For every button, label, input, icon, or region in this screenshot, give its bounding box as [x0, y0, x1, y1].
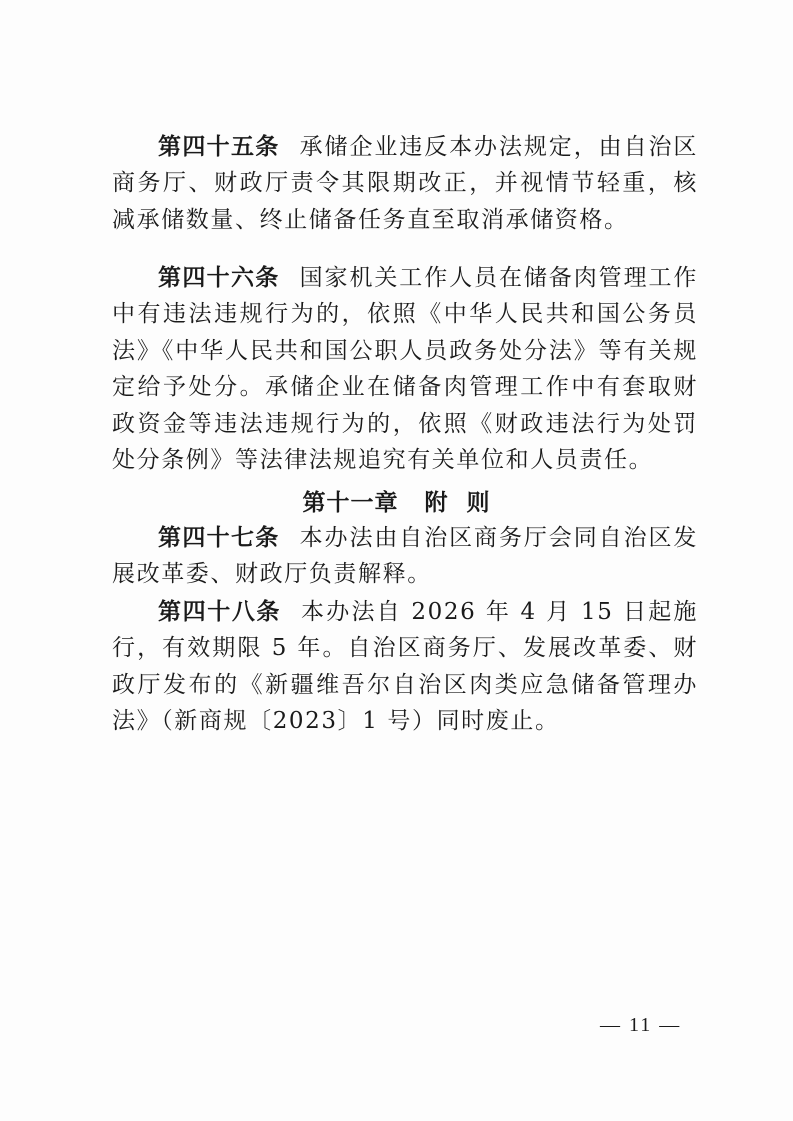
article-45-text: 承储企业违反本办法规定，由自治区商务厅、财政厅责令其限期改正，并视情节轻重，核减承储数量、终止储备任务直至取消承储资格。	[112, 134, 699, 233]
article-46	[112, 260, 698, 478]
article-45	[112, 129, 698, 238]
article-46-text: 国家机关工作人员在储备肉管理工作中有违法违规行为的，依照《中华人民共和国公务员法》《中华人民共和国公职人员政务处分法》等有关规定给予处分。承储企业在储备肉管理工作中有套取财政资金等违法违规行为的，依照《财政违法行为处罚处分条例》等法律法规追究有关单位和人员责任。	[112, 265, 699, 474]
article-48-heading: 第四十八条	[158, 599, 282, 625]
article-46-heading: 第四十六条	[158, 265, 280, 291]
article-47	[112, 520, 698, 593]
chapter-number: 第十一章	[302, 490, 399, 516]
chapter-title: 附 则	[424, 490, 491, 516]
article-48-text: 本办法自 2026 年 4 月 15 日起施行，有效期限 5 年。自治区商务厅、发展改革委、财政厅发布的《新疆维吾尔自治区肉类应急储备管理办法》（新商规〔2023〕1 号）同时废止。	[112, 599, 699, 735]
article-45-heading: 第四十五条	[158, 134, 280, 160]
article-47-text: 本办法由自治区商务厅会同自治区发展改革委、财政厅负责解释。	[112, 525, 699, 588]
chapter-heading	[0, 484, 793, 517]
article-48	[112, 594, 698, 740]
page-number: — 11 —	[600, 1014, 682, 1036]
article-47-heading: 第四十七条	[158, 525, 280, 551]
